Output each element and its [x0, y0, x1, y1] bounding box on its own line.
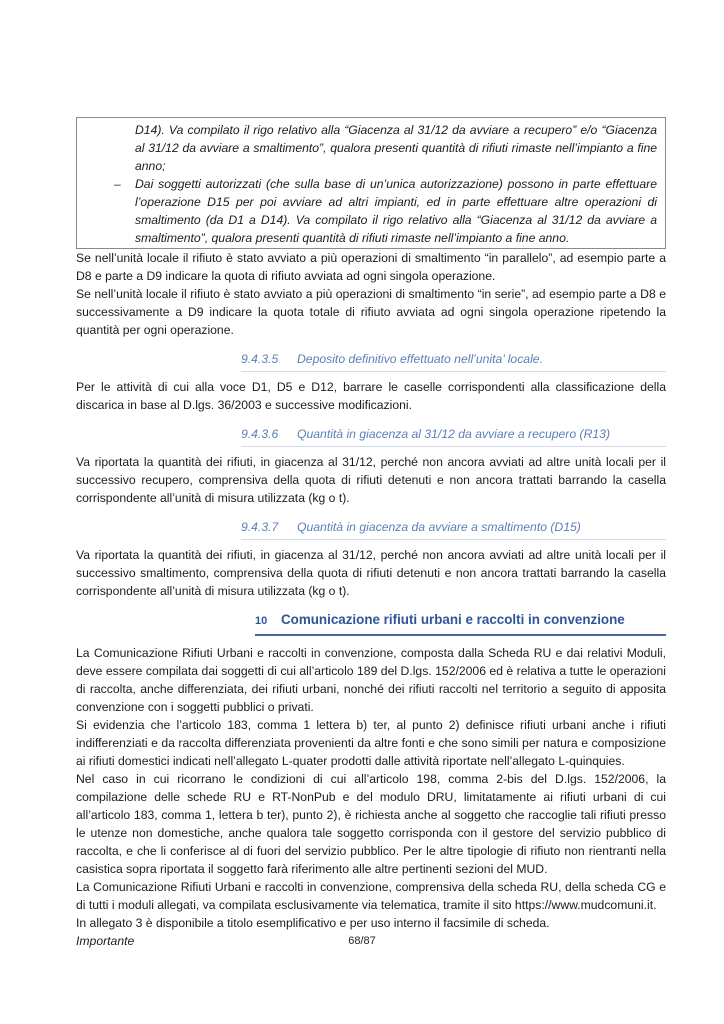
closing-italic-label: Importante	[76, 934, 135, 948]
section-title: Quantità in giacenza da avviare a smaltimento (D15)	[297, 520, 581, 534]
box-continuation-text: D14). Va compilato il rigo relativo alla “Giacenza al 31/12 da avviare a recupero” e/o “Giacenza al 31/12 da avviare a smaltimento”, qualora presenti quantità di rifiuti rimaste nell’impianto a fine anno;	[135, 123, 657, 173]
chapter-paragraph-2: Si evidenzia che l’articolo 183, comma 1 lettera b) ter, al punto 2) definisce rifiuti urbani anche i rifiuti indifferenziati e da raccolta differenziata provenienti da altre fonti e che sono simili per natura e composizione ai rifiuti domestici indicati nell’allegato L-quater prodotti dalle attività riportate nell’allegato L-quinquies.	[76, 718, 666, 768]
page-number: 68/87	[348, 935, 376, 947]
box-continuation	[77, 121, 657, 175]
chapter-paragraph-1: La Comunicazione Rifiuti Urbani e raccolti in convenzione, composta dalla Scheda RU e dai relativi Moduli, deve essere compilata dai soggetti di cui all’articolo 189 del D.lgs. 152/2006 ed è relativa a tutte le operazioni di raccolta, anche differenziata, dei rifiuti urbani, nonché dei rifiuti raccolti nel territorio a seguito di apposita convenzione con i soggetti pubblici o privati.	[76, 646, 666, 714]
document-page	[76, 117, 666, 950]
paragraph-parallel: Se nell’unità locale il rifiuto è stato avviato a più operazioni di smaltimento “in parallelo”, ad esempio parte a D8 e parte a D9 indicare la quota di rifiuto avviata ad ogni singola operazione.	[76, 251, 666, 283]
box-bullet-item	[77, 175, 657, 247]
section-title: Deposito definitivo effettuato nell’unita’ locale.	[297, 352, 543, 366]
chapter-paragraph-4: La Comunicazione Rifiuti Urbani e raccolti in convenzione, comprensiva della scheda RU, della scheda CG e di tutti i moduli allegati, va compilata esclusivamente via telematica, tramite il sito https://www.mudcomuni.it.	[76, 880, 666, 912]
box-bullet-text: Dai soggetti autorizzati (che sulla base di un’unica autorizzazione) possono in parte effettuare l’operazione D15 per poi avviare ad altri impianti, ed in parte effettuare altre operazioni di smaltimento (da D1 a D14). Va compilato il rigo relativo alla “Giacenza al 31/12 da avviare a smaltimento”, qualora presenti quantità di rifiuti rimaste nell’impianto a fine anno.	[135, 177, 657, 245]
section-heading-9-4-3-7	[241, 518, 666, 540]
chapter-title: Comunicazione rifiuti urbani e raccolti in convenzione	[281, 612, 625, 627]
boxed-note	[76, 117, 666, 249]
dash-bullet-icon: –	[114, 177, 121, 191]
section-title: Quantità in giacenza al 31/12 da avviare a recupero (R13)	[297, 427, 611, 441]
section-number: 9.4.3.7	[241, 520, 279, 534]
section-number: 9.4.3.6	[241, 427, 279, 441]
chapter-paragraph-5: In allegato 3 è disponibile a titolo esemplificativo e per uso interno il facsimile di scheda.	[76, 916, 550, 930]
chapter-paragraph-3: Nel caso in cui ricorrano le condizioni di cui all’articolo 198, comma 2-bis del D.lgs. 152/2006, la compilazione delle schede RU e RT-NonPub e del modulo DRU, limitatamente ai rifiuti urbani di cui all’articolo 183, comma 1, lettera b ter), punto 2), è richiesta anche al soggetto che raccoglie tali rifiuti presso le utenze non domestiche, anche qualora tale soggetto corrisponda con il gestore del servizio pubblico di raccolta, e che li conferisce al di fuori del servizio pubblico. Per le altre tipologie di rifiuto non rientranti nella casistica sopra riportata il soggetto farà riferimento alle altre pertinenti sezioni del MUD.	[76, 772, 666, 876]
section-body-9-4-3-7: Va riportata la quantità dei rifiuti, in giacenza al 31/12, perché non ancora avviati ad altre unità locali per il successivo smaltimento, comprensiva della quota di rifiuti detenuti e non ancora trattati barrando la casella corrispondente all’unità di misura utilizzata (kg o t).	[76, 548, 666, 598]
section-heading-9-4-3-5	[241, 350, 666, 372]
chapter-heading-10	[255, 611, 666, 636]
section-number: 9.4.3.5	[241, 352, 279, 366]
section-body-9-4-3-6: Va riportata la quantità dei rifiuti, in giacenza al 31/12, perché non ancora avviati ad altre unità locali per il successivo recupero, comprensiva della quota di rifiuti detenuti e non ancora trattati barrando la casella corrispondente all’unità di misura utilizzata (kg o t).	[76, 455, 666, 505]
section-body-9-4-3-5: Per le attività di cui alla voce D1, D5 e D12, barrare le caselle corrispondenti alla classificazione della discarica in base al D.lgs. 36/2003 e successive modificazioni.	[76, 380, 666, 412]
paragraph-serie: Se nell’unità locale il rifiuto è stato avviato a più operazioni di smaltimento “in serie”, ad esempio parte a D8 e successivamente a D9 indicare la quota totale di rifiuto avviata ad ogni singola operazione ripetendo la quantità per ogni operazione.	[76, 287, 666, 337]
chapter-number: 10	[255, 615, 268, 627]
section-heading-9-4-3-6	[241, 425, 666, 447]
